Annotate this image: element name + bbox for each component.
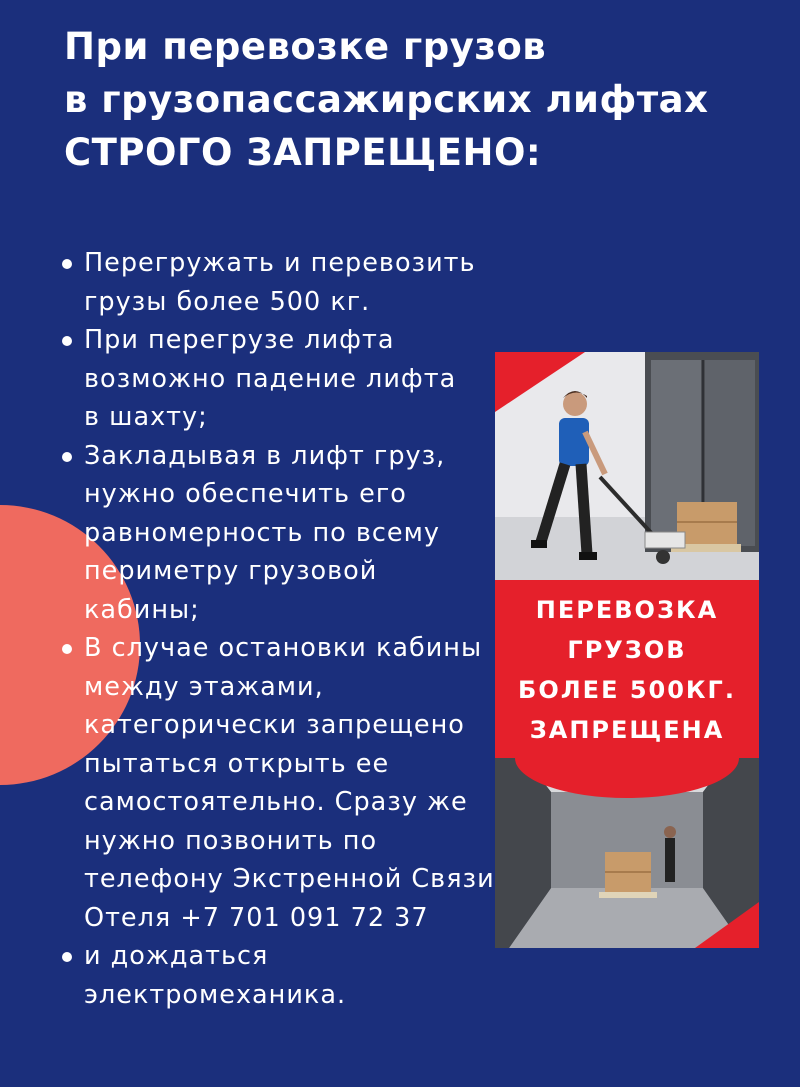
title-line: При перевозке грузов [64, 25, 547, 68]
rule-line: телефону Экстренной Связи [84, 864, 495, 894]
rule-line: грузы более 500 кг. [84, 286, 371, 317]
rule-line: между этажами, [84, 671, 324, 702]
rule-line: В случае остановки кабины [84, 633, 483, 663]
rule-item [60, 937, 490, 1014]
rule-line: пытаться открыть ее [84, 748, 390, 779]
poster-line: ПЕРЕВОЗКА [535, 596, 719, 624]
rule-line: Перегружать и перевозить [84, 248, 476, 278]
rule-line: категорически запрещено [84, 710, 465, 740]
rule-line: нужно позвонить по [84, 825, 378, 856]
rule-line: кабины; [84, 594, 200, 625]
page-title [64, 20, 708, 179]
rule-item [60, 244, 490, 321]
rule-line: возможно падение лифта [84, 363, 457, 394]
rule-item [60, 321, 490, 437]
rule-line: и дождаться [84, 941, 269, 971]
rule-line: равномерность по всему [84, 517, 440, 548]
rule-item [60, 629, 495, 937]
rule-line: Закладывая в лифт груз, [84, 440, 446, 471]
warning-poster [495, 352, 759, 948]
rule-line: самостоятельно. Сразу же [84, 787, 468, 817]
rule-line: электромеханика. [84, 979, 347, 1010]
worker-icon [563, 392, 587, 416]
rule-item [60, 437, 490, 630]
title-line: в грузопассажирских лифтах [64, 78, 709, 121]
title-line: СТРОГО ЗАПРЕЩЕНО: [64, 131, 542, 174]
poster-line: ГРУЗОВ [567, 636, 687, 664]
rules-list [60, 244, 495, 1014]
poster-line: ЗАПРЕЩЕНА [529, 716, 725, 744]
rule-line: При перегрузе лифта [84, 325, 395, 355]
rule-line: нужно обеспечить его [84, 479, 407, 509]
rule-line: Отеля +7 701 091 72 37 [84, 902, 429, 933]
poster-line: БОЛЕЕ 500КГ. [518, 676, 736, 704]
rule-line: в шахту; [84, 402, 208, 432]
rule-line: периметру грузовой [84, 556, 378, 586]
